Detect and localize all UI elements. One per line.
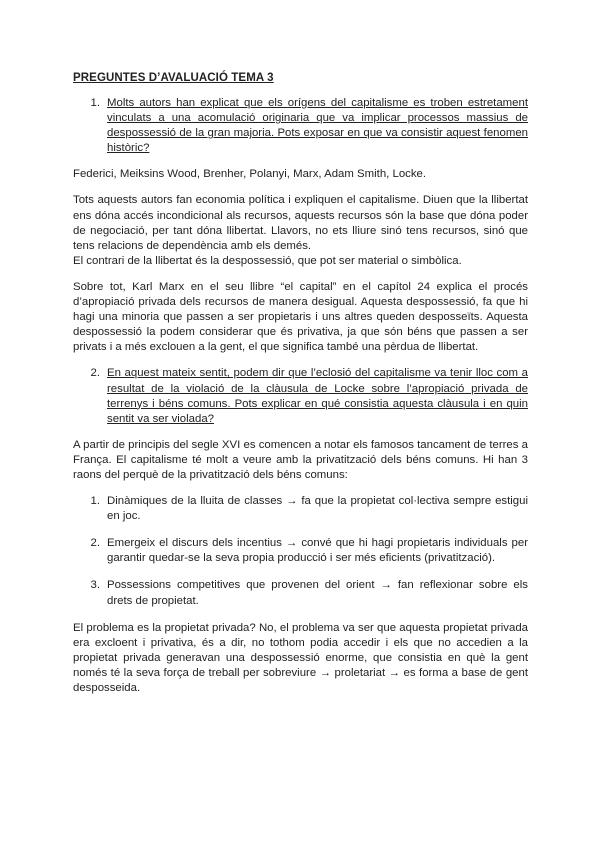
paragraph-enclosures: A partir de principis del segle XVI es comencen a notar els famosos tancament de terres a França. El capitalisme té molt a veure amb la privatització dels béns comuns. Hi han 3 raons del perquè de la privatització dels béns comuns: [73, 438, 528, 481]
question-2 [73, 366, 528, 426]
reason-1-number: 1. [90, 495, 100, 508]
reason-3-text: Possessions competitives que provenen del orient → fan reflexionar sobre els drets de propietat. [107, 579, 528, 607]
paragraph-dispossession: El contrari de la llibertat és la despossessió, que pot ser material o simbòlica. [73, 254, 462, 267]
question-2-text: En aquest mateix sentit, podem dir que l’eclosió del capitalisme va tenir lloc com a resultat de la violació de la clàusula de Locke sobre l’apropiació privada de terrenys i béns comuns. Pots explicar en qué consistia aquesta clàusula i en quin sentit va ser violada? [107, 367, 528, 425]
question-1-number: 1. [90, 97, 100, 109]
reason-item-3 [73, 578, 528, 608]
paragraph-freedom: Tots aquests autors fan economia política i expliquen el capitalisme. Diuen que la llibertat ens dóna accés incondicional als recursos, aquests recursos són la base que dóna poder de negociació, per tant dóna llibertat. Llavors, no ets lliure sinó tens recursos, sinó que tens relacions de dependència amb els demés. [73, 194, 528, 252]
reason-2-text: Emergeix el discurs dels incentius → convé que hi hagi propietaris individuals per garantir quedar-se la seva propia producció i ser més eficients (privatització). [107, 537, 528, 565]
reason-2-number: 2. [90, 537, 100, 550]
reason-item-1 [73, 494, 528, 524]
reason-3-number: 3. [90, 579, 100, 592]
document-title: PREGUNTES D’AVALUACIÓ TEMA 3 [73, 72, 274, 84]
question-1-text: Molts autors han explicat que els orígens del capitalisme es troben estretament vinculats a una acomulació originaria que va implicar processos massius de despossessió de la gran majoria. Pots exposar en que va consistir aquest fenomen històric? [107, 97, 528, 155]
paragraph-private-property: El problema es la propietat privada? No, el problema va ser que aquesta propietat privada era excloent i privativa, és a dir, no tothom podia accedir i els que no accedien a la propietat privada generavan una despossessió enorme, que consistia en què la gent només té la seva força de treball per sobreviure → proletariat → es forma a base de gent desposseida. [73, 621, 528, 694]
question-2-number: 2. [90, 367, 100, 380]
reason-item-2 [73, 536, 528, 566]
question-1 [73, 96, 528, 156]
authors-list: Federici, Meiksins Wood, Brenher, Polanyi, Marx, Adam Smith, Locke. [73, 168, 427, 181]
reason-1-text: Dinàmiques de la lluita de classes → fa que la propietat col·lectiva sempre estigui en joc. [107, 495, 528, 523]
paragraph-marx: Sobre tot, Karl Marx en el seu llibre “el capital” en el capítol 24 explica el procés d’apropiació privada dels recursos de manera desigual. Aquesta despossessió, fa que hi hagi una minoria que passen a ser propietaris i uns altres queden desposseïts. Aquesta despossessió la podem considerar que és privativa, ja que són béns que passen a ser privats i a més exclouen a la gent, el que significa també una pèrdua de llibertat. [73, 280, 528, 354]
